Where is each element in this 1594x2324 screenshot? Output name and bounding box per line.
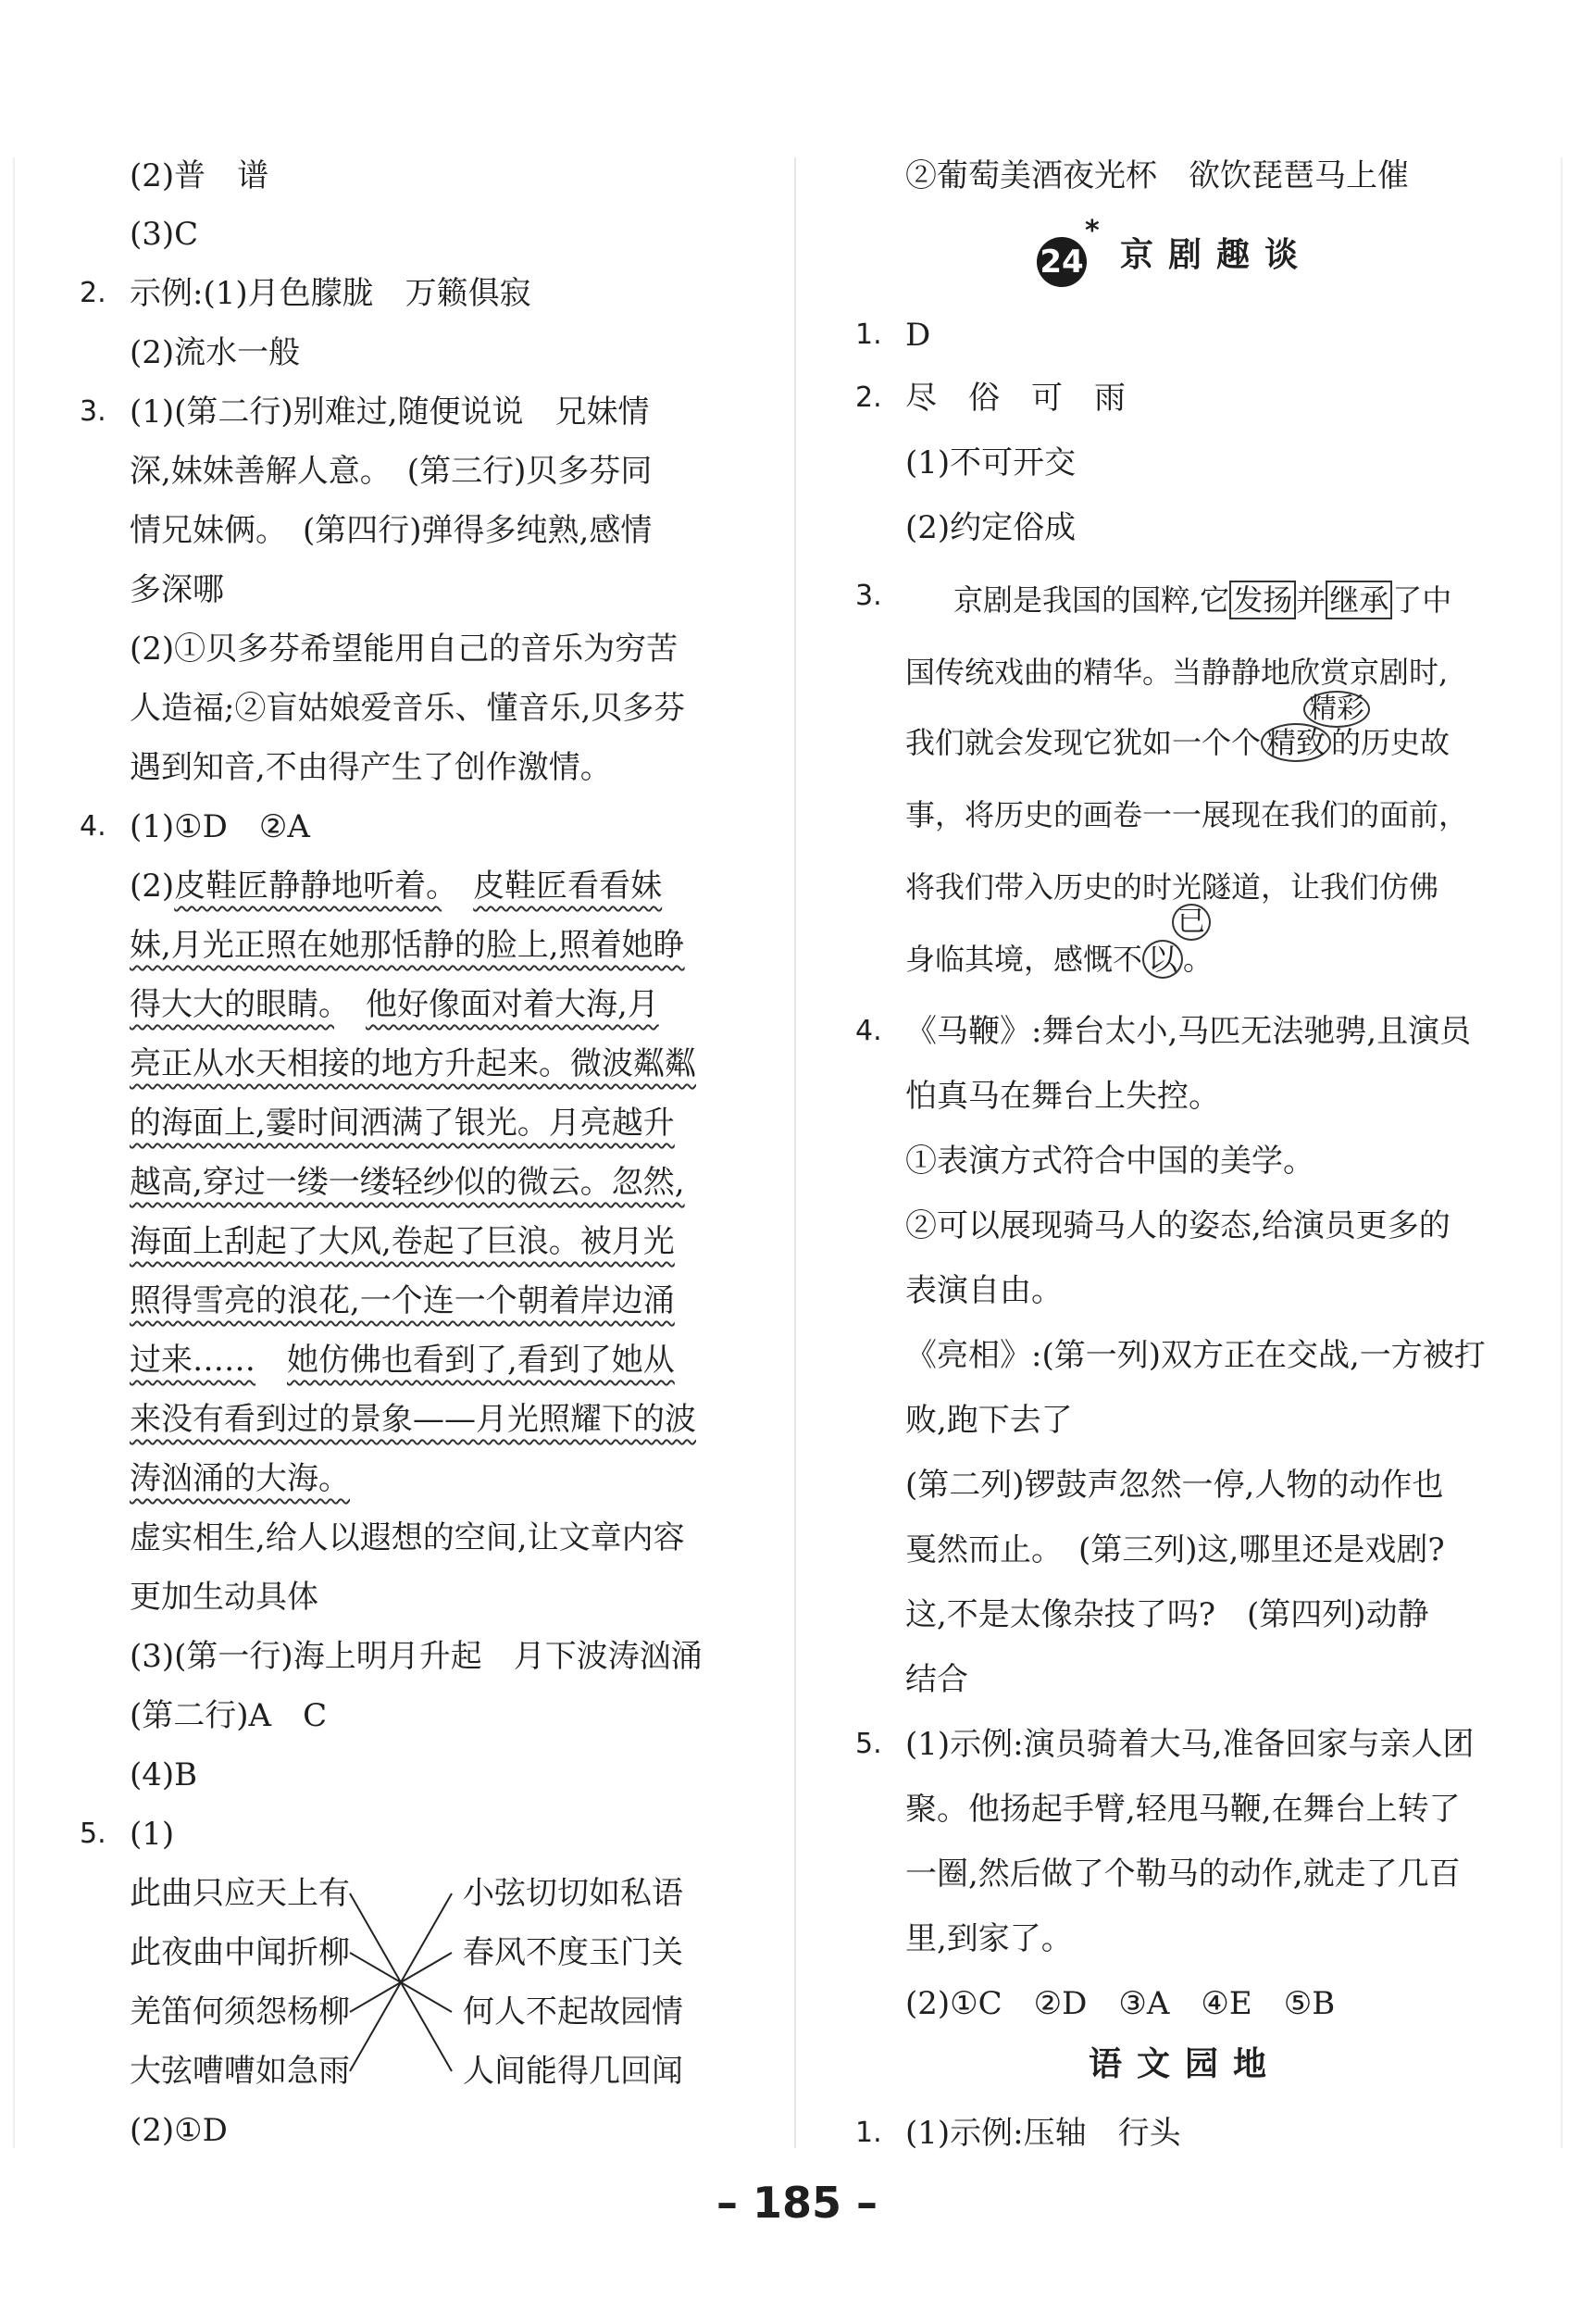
match-left-item: 羌笛何须怨杨柳 bbox=[130, 1993, 350, 2030]
answer-line: ①表演方式符合中国的美学。 bbox=[905, 1143, 1314, 1180]
answer-line: 《马鞭》:舞台太小,马匹无法驰骋,且演员 bbox=[905, 1013, 1472, 1050]
answer-line: (3)(第一行)海上明月升起 月下波涛汹涌 bbox=[130, 1638, 703, 1675]
match-right-item: 春风不度玉门关 bbox=[463, 1934, 683, 1971]
question-number: 2. bbox=[855, 381, 882, 414]
underlined-line: 涛汹涌的大海。 bbox=[130, 1460, 350, 1497]
correction-mark: 已 bbox=[1172, 904, 1211, 941]
underlined-line: 照得雪亮的浪花,一个连一个朝着岸边涌 bbox=[130, 1282, 675, 1319]
answer-line: 更加生动具体 bbox=[130, 1579, 318, 1616]
boxed-word: 发扬 bbox=[1229, 581, 1296, 619]
question-number: 4. bbox=[855, 1015, 882, 1047]
question-number: 3. bbox=[855, 580, 882, 612]
passage-text: 京剧是我国的国粹,它 bbox=[953, 582, 1230, 618]
lesson-title: 京剧趣谈 bbox=[1120, 236, 1314, 274]
correction-line: 将我们带入历史的时光隧道，让我们仿佛 bbox=[905, 869, 1439, 905]
underlined-text: 皮鞋匠看看妹 bbox=[473, 868, 663, 905]
boxed-word: 继承 bbox=[1326, 581, 1392, 619]
answer-line: (2)①D bbox=[130, 2112, 228, 2149]
match-right-item: 人间能得几回闻 bbox=[463, 2053, 683, 2090]
section-title: 语文园地 bbox=[1089, 2045, 1282, 2083]
circled-word: 精致 bbox=[1261, 723, 1331, 762]
passage-text: 的历史故 bbox=[1331, 725, 1451, 760]
question-number: 1. bbox=[855, 319, 882, 351]
underlined-line: 亮正从水天相接的地方升起来。微波粼粼 bbox=[130, 1045, 696, 1082]
underlined-line: 妹,月光正照在她那恬静的脸上,照着她睁 bbox=[130, 927, 685, 964]
answer-line: 里,到家了。 bbox=[905, 1920, 1073, 1957]
answer-line: D bbox=[905, 317, 931, 354]
answer-line: 《亮相》:(第一列)双方正在交战,一方被打 bbox=[905, 1337, 1486, 1374]
answer-line: (3)C bbox=[130, 216, 199, 253]
match-left-item: 此夜曲中闻折柳 bbox=[130, 1934, 350, 1971]
answer-line: 败,跑下去了 bbox=[905, 1402, 1073, 1439]
underlined-text: 她仿佛也看到了,看到了她从 bbox=[287, 1342, 675, 1379]
underlined-text: 他好像面对着大海,月 bbox=[366, 986, 659, 1023]
question-number: 5. bbox=[80, 1818, 106, 1850]
underlined-line: 的海面上,霎时间洒满了银光。月亮越升 bbox=[130, 1105, 675, 1142]
answer-line: (1)①D ②A bbox=[130, 808, 310, 845]
answer-line: (2)①贝多芬希望能用自己的音乐为穷苦 bbox=[130, 631, 679, 668]
answer-line: 深,妹妹善解人意。 (第三行)贝多芬同 bbox=[130, 453, 653, 490]
passage-text: 身临其境，感慨不 bbox=[905, 942, 1143, 977]
answer-line: ②可以展现骑马人的姿态,给演员更多的 bbox=[905, 1207, 1451, 1244]
match-lines bbox=[0, 0, 796, 2222]
passage-text: 并 bbox=[1296, 582, 1326, 618]
answer-line: 人造福;②盲姑娘爱音乐、懂音乐,贝多芬 bbox=[130, 690, 686, 727]
underlined-line: 海面上刮起了大风,卷起了巨浪。被月光 bbox=[130, 1223, 675, 1260]
answer-line: (1) bbox=[130, 1816, 175, 1853]
answer-line: 示例:(1)月色朦胧 万籁俱寂 bbox=[130, 275, 531, 312]
correction-line bbox=[905, 941, 1213, 978]
answer-line: 多深哪 bbox=[130, 571, 224, 608]
match-left-item: 大弦嘈嘈如急雨 bbox=[130, 2053, 350, 2090]
answer-line: (第二行)A C bbox=[130, 1697, 328, 1734]
question-number: 3. bbox=[80, 395, 106, 428]
underlined-text: 皮鞋匠静静地听着。 bbox=[174, 868, 442, 905]
lesson-number-badge: 24 bbox=[1037, 237, 1087, 287]
answer-line: (2)约定俗成 bbox=[905, 509, 1077, 546]
underlined-line: 越高,穿过一缕一缕轻纱似的微云。忽然, bbox=[130, 1164, 685, 1201]
answer-line: (1)(第二行)别难过,随便说说 兄妹情 bbox=[130, 394, 650, 431]
circled-word: 以 bbox=[1142, 940, 1183, 979]
star-icon: * bbox=[1085, 215, 1100, 247]
answer-line: 这,不是太像杂技了吗? (第四列)动静 bbox=[905, 1596, 1429, 1633]
answer-line: 戛然而止。 (第三列)这,哪里还是戏剧? bbox=[905, 1531, 1445, 1568]
answer-line: (4)B bbox=[130, 1756, 198, 1793]
answer-line: (2)普 谱 bbox=[130, 157, 269, 194]
answer-line: 怕真马在舞台上失控。 bbox=[905, 1078, 1220, 1115]
answer-line: 情兄妹俩。 (第四行)弹得多纯熟,感情 bbox=[130, 512, 653, 549]
answer-line: 虚实相生,给人以遐想的空间,让文章内容 bbox=[130, 1519, 685, 1556]
answer-line: 尽 俗 可 雨 bbox=[905, 380, 1126, 417]
question-number: 2. bbox=[80, 277, 106, 309]
right-edge-line bbox=[1561, 157, 1563, 2148]
passage-text: 。 bbox=[1183, 942, 1214, 977]
passage-text: 了中 bbox=[1392, 582, 1452, 618]
underlined-text: 过来…… bbox=[130, 1342, 255, 1379]
match-right-item: 小弦切切如私语 bbox=[463, 1875, 683, 1912]
underlined-text: 得大大的眼睛。 bbox=[130, 986, 334, 1023]
answer-line: (1)不可开交 bbox=[905, 444, 1077, 481]
passage-text: 我们就会发现它犹如一个个 bbox=[905, 725, 1262, 760]
answer-line: ②葡萄美酒夜光杯 欲饮琵琶马上催 bbox=[905, 157, 1409, 194]
question-number: 1. bbox=[855, 2117, 882, 2149]
correction-line bbox=[953, 581, 1451, 618]
correction-mark: 精彩 bbox=[1303, 691, 1370, 728]
answer-text: (2) bbox=[130, 868, 175, 905]
answer-line: (第二列)锣鼓声忽然一停,人物的动作也 bbox=[905, 1467, 1444, 1504]
answer-line: 表演自由。 bbox=[905, 1272, 1063, 1309]
answer-line: 遇到知音,不由得产生了创作激情。 bbox=[130, 749, 612, 786]
answer-line: 结合 bbox=[905, 1661, 968, 1698]
correction-line: 国传统戏曲的精华。当静静地欣赏京剧时, bbox=[905, 655, 1449, 690]
correction-line: 事，将历史的画卷一一展现在我们的面前， bbox=[905, 797, 1469, 832]
answer-line: (2)流水一般 bbox=[130, 334, 301, 371]
answer-line: (1)示例:演员骑着大马,准备回家与亲人团 bbox=[905, 1726, 1475, 1763]
answer-line: (2)①C ②D ③A ④E ⑤B bbox=[905, 1985, 1336, 2022]
answer-line: 一圈,然后做了个勒马的动作,就走了几百 bbox=[905, 1855, 1461, 1893]
question-number: 5. bbox=[855, 1728, 882, 1760]
correction-line bbox=[905, 724, 1450, 761]
answer-line: (1)示例:压轴 行头 bbox=[905, 2115, 1181, 2152]
question-number: 4. bbox=[80, 810, 106, 843]
underlined-line: 来没有看到过的景象——月光照耀下的波 bbox=[130, 1401, 696, 1438]
match-left-item: 此曲只应天上有 bbox=[130, 1875, 350, 1912]
match-right-item: 何人不起故园情 bbox=[463, 1993, 683, 2030]
answer-line: 聚。他扬起手臂,轻甩马鞭,在舞台上转了 bbox=[905, 1791, 1461, 1828]
page-number: – 185 – bbox=[716, 2178, 878, 2228]
